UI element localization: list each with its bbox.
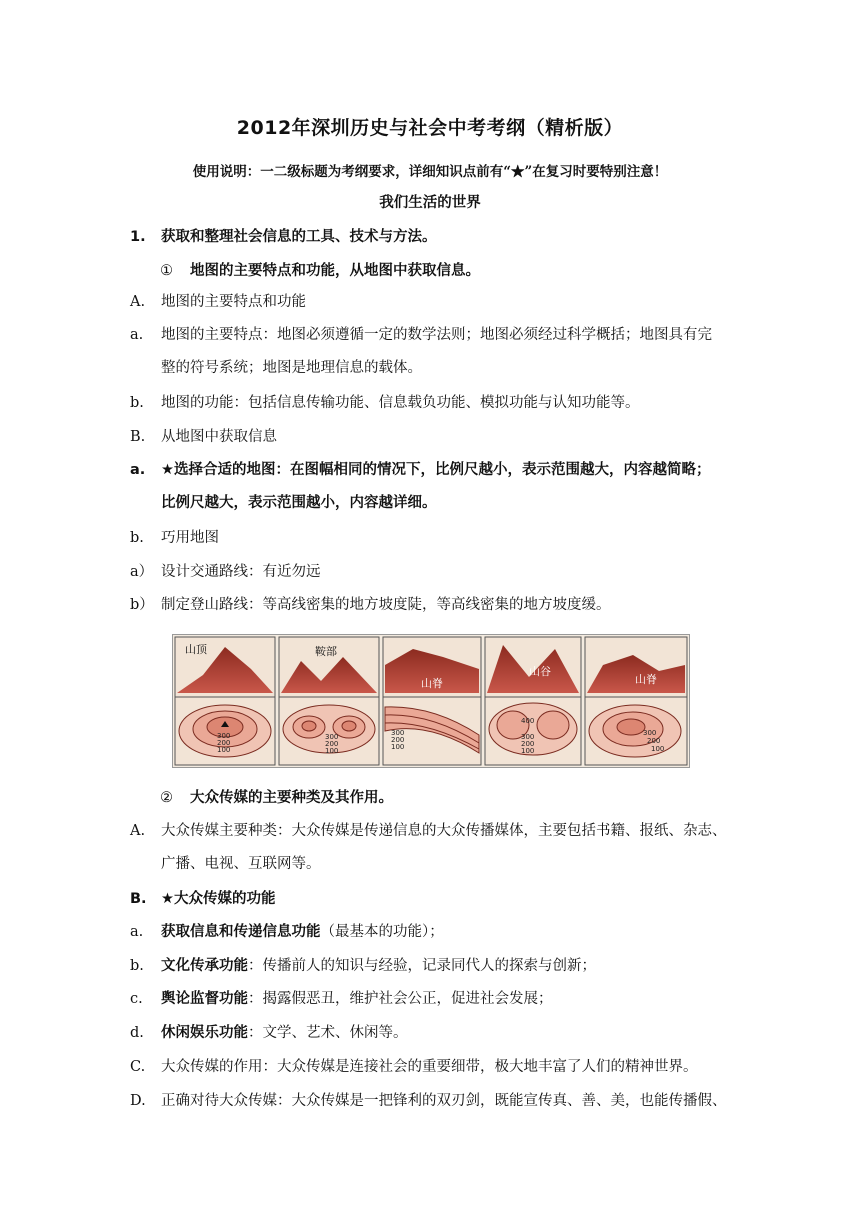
list-item [130,820,740,842]
subheading-marker: ② [160,790,173,806]
subheading-marker: ① [160,263,173,279]
item-marker: b. [130,395,144,411]
label-valley: 山谷 [529,665,551,678]
item-text: 巧用地图 [161,530,219,546]
list-item [130,594,740,616]
item-marker: a. [130,924,144,940]
terrain-contour-figure [172,634,690,768]
item-continuation: 整的符号系统；地图是地理信息的载体。 [161,360,422,376]
list-item [130,291,740,313]
list-item [130,426,740,448]
contour-label: 100 [217,746,231,754]
list-item [130,1090,740,1112]
item-text: 大众传媒主要种类：大众传媒是传递信息的大众传播媒体，主要包括书籍、报纸、杂志、 [161,823,727,839]
list-item [130,392,740,414]
item-text: ★大众传媒的功能 [161,891,276,907]
item-rest-text: ：文学、艺术、休闲等。 [248,1025,408,1041]
contour-label: 100 [391,743,405,751]
label-saddle: 鞍部 [315,645,337,658]
contour-label: 300 [391,729,405,737]
item-marker: A. [130,823,146,839]
contour-label: 300 [217,732,231,740]
item-marker: C. [130,1059,146,1075]
contour-label: 300 [325,733,339,741]
item-marker: B. [130,891,147,907]
item-bold-text: 文化传承功能 [161,958,248,974]
item-rest-text: （最基本的功能）； [320,924,444,940]
label-ridge-2: 山脊 [635,673,657,686]
list-item [130,1056,740,1078]
contour-label: 300 [643,729,657,737]
list-item [130,988,740,1010]
item-text: 地图的主要特点和功能 [161,294,306,310]
contour-label: 200 [391,736,405,744]
list-item [130,324,740,346]
item-marker: c. [130,991,143,1007]
document-title: 2012年深圳历史与社会中考考纲（精析版） [236,117,624,139]
contour-label: 400 [521,717,535,725]
heading-marker: 1. [130,229,146,245]
panel-ridge-2 [585,637,687,765]
item-bold-text: 获取信息和传递信息功能 [161,924,321,940]
item-marker: a. [130,327,144,343]
item-continuation: 比例尺越大，表示范围越小，内容越详细。 [161,495,437,511]
contour-label: 100 [651,745,665,753]
subheading-text: 大众传媒的主要种类及其作用。 [190,790,393,806]
contour-label: 300 [521,733,535,741]
list-item [130,955,740,977]
item-text: 大众传媒的作用：大众传媒是连接社会的重要细带，极大地丰富了人们的精神世界。 [161,1059,698,1075]
item-marker: b） [130,597,154,613]
item-marker: D. [130,1093,146,1109]
item-rest-text: ：揭露假恶丑，维护社会公正，促进社会发展； [248,991,553,1007]
section-title: 我们生活的世界 [379,194,481,211]
list-item [130,527,740,549]
contour-label: 200 [521,740,535,748]
list-item [130,561,740,583]
item-marker: B. [130,429,146,445]
item-text: 地图的主要特点：地图必须遵循一定的数学法则；地图必须经过科学概括；地图具有完 [161,327,712,343]
item-marker: b. [130,958,144,974]
list-item [130,459,740,481]
item-text: 设计交通路线：有近勿远 [161,564,321,580]
item-text: 正确对待大众传媒：大众传媒是一把锋利的双刃剑，既能宣传真、善、美，也能传播假、 [161,1093,727,1109]
item-text: 地图的功能：包括信息传输功能、信息载负功能、模拟功能与认知功能等。 [161,395,640,411]
item-text [161,988,553,1010]
terrain-illustration [173,635,689,767]
item-text [161,921,444,943]
label-peak: 山顶 [185,643,207,656]
contour-label: 200 [647,737,661,745]
item-marker: A. [130,294,146,310]
list-item [130,921,740,943]
heading-text: 获取和整理社会信息的工具、技术与方法。 [161,229,437,245]
contour-label: 100 [521,747,535,755]
item-text: 制定登山路线：等高线密集的地方坡度陡，等高线密集的地方坡度缓。 [161,597,611,613]
item-bold-text: 休闲娱乐功能 [161,1025,248,1041]
item-rest-text: ：传播前人的知识与经验，记录同代人的探索与创新； [248,958,596,974]
contour-label: 200 [325,740,339,748]
contour-label: 200 [217,739,231,747]
item-bold-text: 舆论监督功能 [161,991,248,1007]
item-marker: b. [130,530,144,546]
usage-instruction: 使用说明：一二级标题为考纲要求，详细知识点前有“★”在复习时要特别注意！ [192,164,668,180]
item-text [161,955,596,977]
item-marker: a） [130,564,154,580]
label-ridge: 山脊 [421,677,443,690]
item-text [161,1022,408,1044]
list-item [130,1022,740,1044]
heading-1 [130,226,740,248]
item-marker: a. [130,462,146,478]
item-marker: d. [130,1025,144,1041]
subheading-text: 地图的主要特点和功能，从地图中获取信息。 [190,263,480,279]
item-continuation: 广播、电视、互联网等。 [161,856,321,872]
list-item [130,888,740,910]
item-text: 从地图中获取信息 [161,429,277,445]
contour-label: 100 [325,747,339,755]
item-text: ★选择合适的地图：在图幅相同的情况下，比例尺越小，表示范围越大，内容越简略； [161,462,711,478]
